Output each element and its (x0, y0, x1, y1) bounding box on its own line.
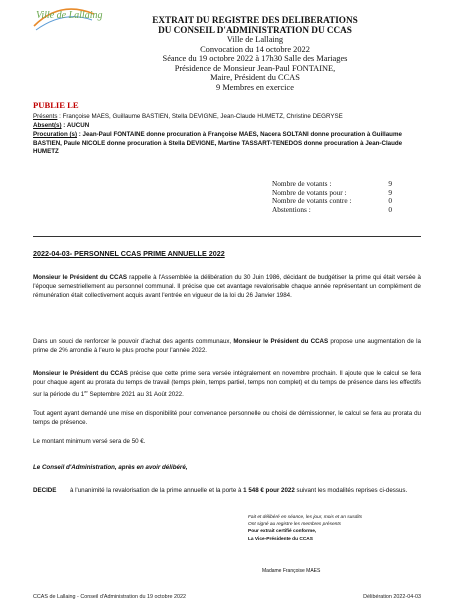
paragraph-5 (33, 437, 421, 446)
vote-label: Nombre de votants contre : (272, 196, 352, 206)
vote-tally (272, 180, 392, 214)
vote-label: Nombre de votants pour : (272, 187, 347, 197)
decide-label: DECIDE (33, 487, 57, 494)
paragraph-2-text-b: propose une augmentation de la prime de 2% arrondie à l'euro le plus proche pour l'année 2022. (33, 338, 421, 355)
closing-line4: La Vice-Présidente du CCAS (248, 536, 313, 542)
footer-left: CCAS de Lallaing - Conseil d'Administration du 19 octobre 2022 (33, 594, 186, 600)
decision-text-b: suivant les modalités reprises ci-dessus. (294, 487, 408, 494)
town-logo (30, 4, 103, 34)
paragraph-1-text: rappelle à l'Assemblée la délibération du 30 Juin 1986, décidant de budgétiser la prime qui était versée à l'époque semestriellement au personnel communal. Il précise que cet avantage revalorisable chaque année représentant un complément de rémunération était collectivement acquis avant l'entrée en vigueur de la loi du 26 Janvier 1984. (33, 274, 421, 300)
paragraph-2-text-a: Dans un souci de renforcer le pouvoir d'achat des agents communaux, (33, 338, 234, 345)
vote-label: Abstentions : (272, 204, 311, 214)
paragraph-3 (33, 369, 421, 399)
paragraph-4-text: Tout agent ayant demandé une mise en disponibilité pour convenance personnelle ou choisi de démissionner, le calcul se fera au prorata du temps de présence. (33, 410, 421, 427)
proxy-paragraph (33, 131, 423, 157)
closing-line2: Ont signé au registre les membres présents (248, 522, 342, 528)
paragraph-5-text: Le montant minimum versé sera de 50 €. (33, 438, 146, 445)
closing-line1: Fait et délibéré en séance, les jour, mois et an susdits (248, 515, 363, 520)
header-line3: Ville de Lallaing (226, 35, 284, 44)
absent-label: Absent(s) (33, 122, 62, 129)
section-divider (33, 236, 421, 237)
vote-value: 0 (388, 196, 392, 206)
absent-text: : AUCUN (61, 122, 90, 129)
proxy-label: Procuration (s) (33, 131, 78, 138)
vote-label: Nombre de votants : (272, 179, 332, 188)
vote-value: 0 (388, 204, 392, 214)
paragraph-6-text: Le Conseil d'Administration, après en avoir délibéré, (33, 464, 188, 471)
vote-value: 9 (388, 187, 392, 197)
signer-name: Madame Françoise MAES (262, 568, 321, 574)
proxy-text: : Jean-Paul FONTAINE donne procuration à Françoise MAES, Nacera SOLTANI donne procuration à Guillaume BASTIEN, Paule NICOLE donne procuration à Stella DEVIGNE, Martine TASSART-TENEDOS donne procuration à Jean-Claude HUMETZ (33, 131, 403, 156)
page-footer (33, 594, 421, 600)
footer-right: Délibération 2022-04-03 (363, 594, 421, 600)
closing-line3: Pour extrait certifié conforme, (248, 529, 317, 535)
header-title-line2: DU CONSEIL D'ADMINISTRATION DU CCAS (158, 25, 352, 35)
closing-block (248, 514, 362, 543)
present-text: : Françoise MAES, Guillaume BASTIEN, Stella DEVIGNE, Jean-Claude HUMETZ, Christine DEGRYSE (57, 113, 343, 120)
decision-text (70, 487, 421, 496)
header-line6: Présidence de Monsieur Jean-Paul FONTAINE, (174, 63, 336, 73)
vote-value: 9 (388, 179, 392, 188)
header-line7: Maire, Président du CCAS (210, 73, 300, 83)
paragraph-1 (33, 273, 421, 300)
paragraph-6 (33, 463, 421, 472)
paragraph-2 (33, 337, 421, 355)
header-line4: Convocation du 14 octobre 2022 (200, 44, 310, 54)
header-line8: 9 Membres en exercice (216, 82, 294, 92)
paragraph-4 (33, 409, 421, 427)
section-title: 2022-04-03- PERSONNEL CCAS PRIME ANNUELLE 2022 (33, 249, 225, 258)
header-title-line1: EXTRAIT DU REGISTRE DES DELIBERATIONS (152, 15, 358, 25)
present-line (33, 113, 423, 122)
logo-text: Ville de Lallaing (36, 10, 103, 21)
absent-line (33, 122, 423, 131)
paragraph-2-subject: Monsieur le Président du CCAS (233, 338, 329, 345)
vote-row (272, 206, 392, 215)
present-label: Présents (33, 113, 58, 120)
header-line5: Séance du 19 octobre 2022 à 17h30 Salle des Mariages (162, 54, 348, 64)
paragraph-3-text-b: Septembre 2021 au 31 Août 2022. (87, 391, 184, 399)
paragraph-3-text-a: précise que cette prime sera versée intégralement en novembre prochain. Il ajoute que le calcul se fera pour chaque agent au prorata du temps de travail (temps plein, temps partiel, temps non complet) et du temps de présence dans les effectifs sur la période du 1 (33, 370, 421, 399)
paragraph-3-subject: Monsieur le Président du CCAS (33, 370, 128, 377)
document-header (100, 15, 410, 93)
paragraph-3-sup: er (84, 389, 88, 395)
publie-le-label: PUBLIE LE (33, 100, 79, 110)
decision-amount: 1 548 € pour 2022 (243, 487, 295, 494)
decision-text-a: à l'unanimité la revalorisation de la prime annuelle et la porte à (70, 487, 244, 494)
paragraph-1-subject: Monsieur le Président du CCAS (33, 274, 128, 281)
